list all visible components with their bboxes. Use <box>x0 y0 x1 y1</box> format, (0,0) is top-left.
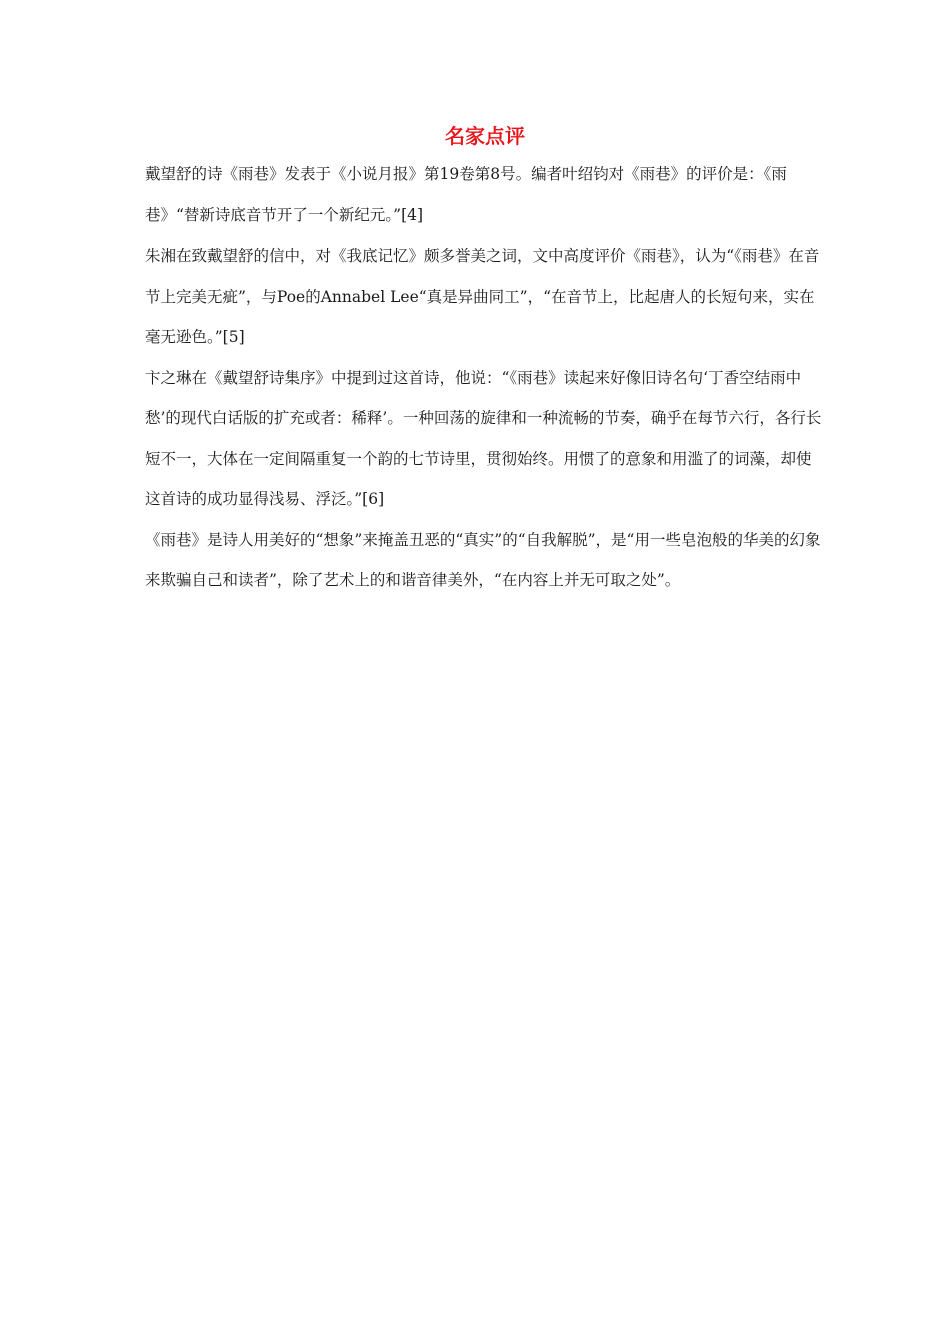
paragraph-ye-shaojun: 戴望舒的诗《雨巷》发表于《小说月报》第19卷第8号。编者叶绍钧对《雨巷》的评价是：《雨巷》“替新诗底音节开了一个新纪元。”[4] <box>145 165 787 224</box>
page-title: 名家点评 <box>445 124 525 148</box>
paragraph-zhu-xiang: 朱湘在致戴望舒的信中，对《我底记忆》颇多誉美之词，文中高度评价《雨巷》，认为“《雨巷》在音节上完美无疵”，与Poe的Annabel Lee“真是异曲同工”，“在音节上，比起唐人的长短句来，实在毫无逊色。”[5] <box>145 247 820 346</box>
paragraph-bian-zhilin: 卞之琳在《戴望舒诗集序》中提到过这首诗，他说：“《雨巷》读起来好像旧诗名句‘丁香空结雨中愁’的现代白话版的扩充或者：稀释’。一种回荡的旋律和一种流畅的节奏，确乎在每节六行，各行长短不一，大体在一定间隔重复一个韵的七节诗里，贯彻始终。用惯了的意象和用滥了的词藻，却使这首诗的成功显得浅易、浮泛。”[6] <box>145 368 822 508</box>
document-page <box>145 122 825 601</box>
paragraph-critique: 《雨巷》是诗人用美好的“想象”来掩盖丑恶的“真实”的“自我解脱”，是“用一些皂泡般的华美的幻象来欺骗自己和读者”，除了艺术上的和谐音律美外，“在内容上并无可取之处”。 <box>145 530 821 589</box>
